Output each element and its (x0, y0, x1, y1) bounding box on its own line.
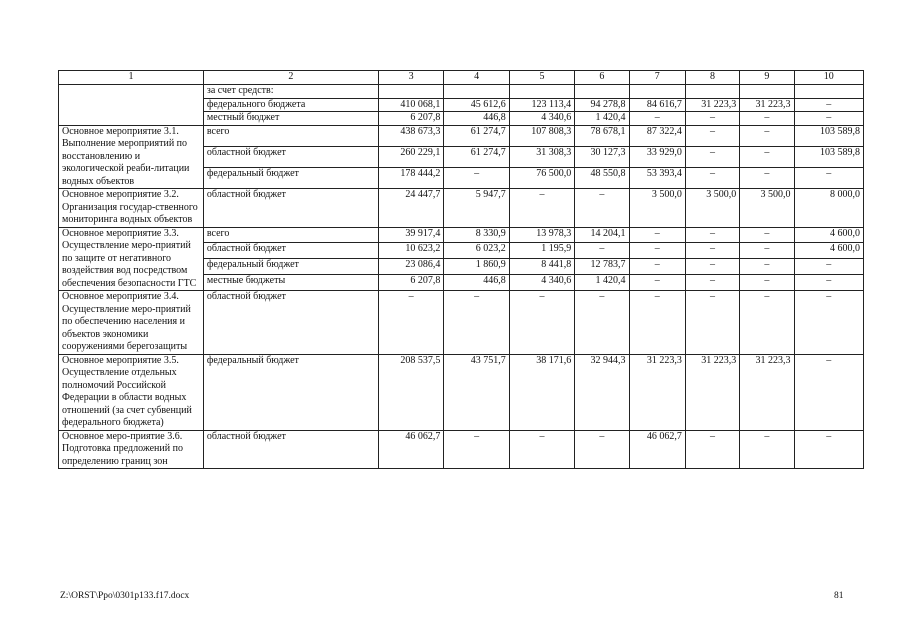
value-cell (575, 85, 629, 99)
value-cell: – (629, 275, 685, 291)
funding-source-cell: местный бюджет (203, 112, 378, 126)
value-cell: 1 195,9 (509, 243, 574, 259)
table-row (59, 189, 864, 228)
table-row (59, 85, 864, 99)
value-cell: 33 929,0 (629, 146, 685, 167)
value-cell: – (794, 98, 863, 112)
column-header: 4 (444, 71, 509, 85)
value-cell: 43 751,7 (444, 354, 509, 430)
value-cell: – (629, 243, 685, 259)
value-cell: 3 500,0 (740, 189, 794, 228)
activity-cell: Основное мероприятие 3.2. Организация государ-ственного мониторинга водных объектов (59, 189, 204, 228)
value-cell: 6 023,2 (444, 243, 509, 259)
column-header: 8 (685, 71, 739, 85)
value-cell: – (685, 112, 739, 126)
column-header: 1 (59, 71, 204, 85)
value-cell: 53 393,4 (629, 167, 685, 188)
value-cell: – (685, 291, 739, 355)
value-cell: 1 860,9 (444, 259, 509, 275)
activity-cell: Основное мероприятие 3.4. Осуществление меро-приятий по обеспечению населения и объектов экономики сооружениями берегозащиты (59, 291, 204, 355)
value-cell: 8 000,0 (794, 189, 863, 228)
column-header: 6 (575, 71, 629, 85)
value-cell: – (740, 167, 794, 188)
value-cell: – (685, 146, 739, 167)
activity-cell: Основное мероприятие 3.1. Выполнение мероприятий по восстановлению и экологической реаби-литации водных объектов (59, 125, 204, 189)
value-cell: 4 340,6 (509, 275, 574, 291)
value-cell: 410 068,1 (378, 98, 443, 112)
value-cell: 38 171,6 (509, 354, 574, 430)
value-cell: – (378, 291, 443, 355)
column-header: 3 (378, 71, 443, 85)
funding-source-cell: федерального бюджета (203, 98, 378, 112)
value-cell: 39 917,4 (378, 227, 443, 243)
value-cell: – (509, 291, 574, 355)
value-cell: – (444, 291, 509, 355)
value-cell: – (629, 291, 685, 355)
value-cell: 13 978,3 (509, 227, 574, 243)
value-cell: – (794, 430, 863, 469)
value-cell: 3 500,0 (629, 189, 685, 228)
value-cell: – (629, 259, 685, 275)
table-row (59, 354, 864, 430)
value-cell: 14 204,1 (575, 227, 629, 243)
value-cell: – (444, 167, 509, 188)
value-cell: 31 308,3 (509, 146, 574, 167)
funding-source-cell: местные бюджеты (203, 275, 378, 291)
value-cell: 12 783,7 (575, 259, 629, 275)
value-cell: 32 944,3 (575, 354, 629, 430)
table-row (59, 291, 864, 355)
column-header: 9 (740, 71, 794, 85)
funding-source-cell: федеральный бюджет (203, 354, 378, 430)
funding-source-cell: за счет средств: (203, 85, 378, 99)
value-cell: – (740, 146, 794, 167)
value-cell: – (685, 227, 739, 243)
funding-source-cell: областной бюджет (203, 243, 378, 259)
value-cell (509, 85, 574, 99)
footer-page-number: 81 (834, 591, 844, 601)
value-cell: – (740, 275, 794, 291)
value-cell: – (794, 167, 863, 188)
value-cell: 10 623,2 (378, 243, 443, 259)
value-cell: – (444, 430, 509, 469)
value-cell: – (740, 125, 794, 146)
value-cell: – (794, 259, 863, 275)
funding-source-cell: областной бюджет (203, 146, 378, 167)
value-cell: 8 441,8 (509, 259, 574, 275)
funding-source-cell: всего (203, 227, 378, 243)
value-cell: – (509, 189, 574, 228)
column-header: 7 (629, 71, 685, 85)
value-cell: 46 062,7 (629, 430, 685, 469)
footer-file-path: Z:\ORST\Ppo\0301p133.f17.docx (60, 591, 190, 601)
value-cell: – (740, 243, 794, 259)
activity-cell: Основное меро-приятие 3.6. Подготовка предложений по определению границ зон (59, 430, 204, 469)
funding-source-cell: федеральный бюджет (203, 259, 378, 275)
value-cell: 84 616,7 (629, 98, 685, 112)
funding-source-cell: всего (203, 125, 378, 146)
value-cell: 446,8 (444, 275, 509, 291)
value-cell: – (685, 275, 739, 291)
value-cell: 94 278,8 (575, 98, 629, 112)
value-cell: – (794, 354, 863, 430)
value-cell (740, 85, 794, 99)
value-cell: 8 330,9 (444, 227, 509, 243)
value-cell: – (685, 430, 739, 469)
activity-cell (59, 85, 204, 126)
value-cell: – (740, 430, 794, 469)
value-cell: 31 223,3 (685, 354, 739, 430)
value-cell: 260 229,1 (378, 146, 443, 167)
value-cell: – (794, 112, 863, 126)
value-cell: – (575, 291, 629, 355)
budget-table (58, 70, 864, 469)
table-row (59, 227, 864, 243)
value-cell: 123 113,4 (509, 98, 574, 112)
value-cell: 48 550,8 (575, 167, 629, 188)
table-row (59, 125, 864, 146)
value-cell: 5 947,7 (444, 189, 509, 228)
value-cell: 178 444,2 (378, 167, 443, 188)
value-cell: – (740, 291, 794, 355)
value-cell: 1 420,4 (575, 112, 629, 126)
value-cell: 446,8 (444, 112, 509, 126)
value-cell: – (575, 189, 629, 228)
value-cell: 87 322,4 (629, 125, 685, 146)
value-cell: 61 274,7 (444, 125, 509, 146)
value-cell: 103 589,8 (794, 125, 863, 146)
value-cell: 23 086,4 (378, 259, 443, 275)
column-header: 10 (794, 71, 863, 85)
value-cell: – (685, 243, 739, 259)
value-cell: 107 808,3 (509, 125, 574, 146)
value-cell: 76 500,0 (509, 167, 574, 188)
value-cell: 3 500,0 (685, 189, 739, 228)
value-cell: – (575, 243, 629, 259)
value-cell: 78 678,1 (575, 125, 629, 146)
value-cell: 103 589,8 (794, 146, 863, 167)
value-cell: 4 340,6 (509, 112, 574, 126)
value-cell: – (575, 430, 629, 469)
value-cell: 31 223,3 (629, 354, 685, 430)
value-cell: 45 612,6 (444, 98, 509, 112)
table-header-row (59, 71, 864, 85)
activity-cell: Основное мероприятие 3.5. Осуществление отдельных полномочий Российской Федерации в области водных отношений (за счет субвенций федерального бюджета) (59, 354, 204, 430)
value-cell: – (685, 167, 739, 188)
value-cell: – (629, 227, 685, 243)
value-cell: – (794, 275, 863, 291)
value-cell: 31 223,3 (685, 98, 739, 112)
table-row (59, 430, 864, 469)
value-cell: 30 127,3 (575, 146, 629, 167)
funding-source-cell: областной бюджет (203, 189, 378, 228)
value-cell: – (685, 125, 739, 146)
value-cell: 4 600,0 (794, 243, 863, 259)
value-cell (378, 85, 443, 99)
value-cell: – (740, 112, 794, 126)
activity-cell: Основное мероприятие 3.3. Осуществление меро-приятий по защите от негативного воздействия вод посредством обеспечения безопасности ГТС (59, 227, 204, 291)
value-cell (685, 85, 739, 99)
value-cell (629, 85, 685, 99)
funding-source-cell: областной бюджет (203, 291, 378, 355)
value-cell: – (509, 430, 574, 469)
value-cell: 61 274,7 (444, 146, 509, 167)
funding-source-cell: федеральный бюджет (203, 167, 378, 188)
value-cell: – (685, 259, 739, 275)
value-cell: – (740, 227, 794, 243)
value-cell: 1 420,4 (575, 275, 629, 291)
value-cell: – (794, 291, 863, 355)
value-cell: 24 447,7 (378, 189, 443, 228)
value-cell: 31 223,3 (740, 354, 794, 430)
value-cell: 6 207,8 (378, 275, 443, 291)
value-cell: 46 062,7 (378, 430, 443, 469)
value-cell: – (740, 259, 794, 275)
value-cell: 208 537,5 (378, 354, 443, 430)
value-cell: – (629, 112, 685, 126)
value-cell: 438 673,3 (378, 125, 443, 146)
column-header: 5 (509, 71, 574, 85)
value-cell: 31 223,3 (740, 98, 794, 112)
value-cell (794, 85, 863, 99)
value-cell: 4 600,0 (794, 227, 863, 243)
value-cell (444, 85, 509, 99)
column-header: 2 (203, 71, 378, 85)
funding-source-cell: областной бюджет (203, 430, 378, 469)
value-cell: 6 207,8 (378, 112, 443, 126)
